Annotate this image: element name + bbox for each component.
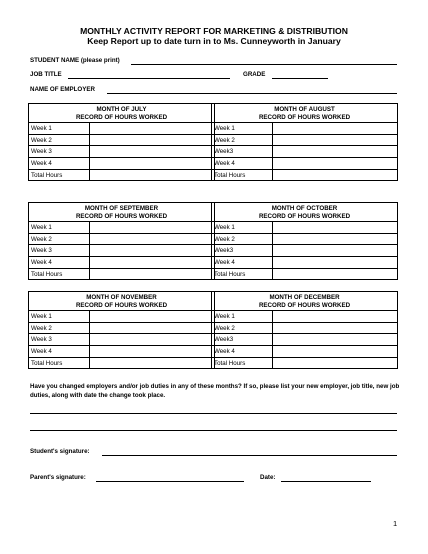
hours-cell[interactable]: [273, 233, 398, 245]
row-label: Week 2: [212, 322, 273, 334]
hours-cell[interactable]: [90, 311, 215, 323]
hours-cell[interactable]: [273, 268, 398, 280]
employer-change-question: Have you changed employers and/or job duties in any of these months? If so, please list your new employer, job title, new job duties, along with date the change took place.: [30, 383, 400, 399]
table-header: MONTH OF SEPTEMBER RECORD OF HOURS WORKED: [29, 203, 215, 222]
parent-signature-label: Parent's signature:: [30, 474, 86, 481]
row-label: Total Hours: [212, 357, 273, 369]
answer-line-1[interactable]: [30, 413, 397, 414]
hours-cell[interactable]: [90, 233, 215, 245]
hours-cell[interactable]: [90, 222, 215, 234]
job-title-label: JOB TITLE: [30, 71, 62, 78]
hours-cell[interactable]: [90, 357, 215, 369]
row-label: Week3: [212, 146, 273, 158]
hours-cell[interactable]: [90, 268, 215, 280]
row-label: Week3: [212, 334, 273, 346]
hours-cell[interactable]: [90, 158, 215, 170]
row-label: Week 1: [29, 222, 90, 234]
page-number: 1: [393, 519, 398, 528]
grade-label: GRADE: [243, 71, 266, 78]
table-header: MONTH OF DECEMBER RECORD OF HOURS WORKED: [212, 292, 398, 311]
hours-cell[interactable]: [90, 334, 215, 346]
row-label: Week 1: [29, 123, 90, 135]
employer-label: NAME OF EMPLOYER: [30, 86, 95, 93]
hours-cell[interactable]: [273, 134, 398, 146]
row-label: Week 1: [212, 311, 273, 323]
hours-cell[interactable]: [273, 357, 398, 369]
hours-cell[interactable]: [273, 257, 398, 269]
hours-table-august: [211, 103, 398, 181]
hours-cell[interactable]: [90, 322, 215, 334]
row-label: Week 4: [29, 257, 90, 269]
hours-cell[interactable]: [273, 322, 398, 334]
row-label: Week 3: [29, 245, 90, 257]
grade-field[interactable]: [272, 78, 328, 79]
table-header: MONTH OF OCTOBER RECORD OF HOURS WORKED: [212, 203, 398, 222]
parent-signature-field[interactable]: [96, 481, 244, 482]
row-label: Week 2: [212, 134, 273, 146]
row-label: Total Hours: [29, 268, 90, 280]
hours-table-november: [28, 291, 215, 369]
row-label: Week 4: [29, 158, 90, 170]
hours-cell[interactable]: [273, 334, 398, 346]
hours-table-july: [28, 103, 215, 181]
row-label: Week 1: [212, 123, 273, 135]
student-signature-label: Student's signature:: [30, 448, 90, 455]
hours-cell[interactable]: [273, 311, 398, 323]
hours-cell[interactable]: [273, 146, 398, 158]
employer-field[interactable]: [107, 93, 397, 94]
row-label: Week 4: [212, 257, 273, 269]
hours-cell[interactable]: [90, 134, 215, 146]
table-header: MONTH OF AUGUST RECORD OF HOURS WORKED: [212, 104, 398, 123]
hours-cell[interactable]: [273, 346, 398, 358]
answer-line-2[interactable]: [30, 430, 397, 431]
hours-table-december: [211, 291, 398, 369]
hours-cell[interactable]: [90, 146, 215, 158]
hours-cell[interactable]: [273, 245, 398, 257]
hours-cell[interactable]: [90, 245, 215, 257]
table-header: MONTH OF JULY RECORD OF HOURS WORKED: [29, 104, 215, 123]
report-title: MONTHLY ACTIVITY REPORT FOR MARKETING & DISTRIBUTION: [80, 26, 348, 36]
row-label: Week 2: [29, 233, 90, 245]
hours-cell[interactable]: [90, 123, 215, 135]
row-label: Total Hours: [212, 169, 273, 181]
hours-cell[interactable]: [90, 257, 215, 269]
row-label: Week 1: [212, 222, 273, 234]
row-label: Total Hours: [29, 169, 90, 181]
hours-cell[interactable]: [273, 222, 398, 234]
hours-cell[interactable]: [273, 158, 398, 170]
row-label: Week3: [212, 245, 273, 257]
report-subtitle: Keep Report up to date turn in to Ms. Cunneyworth in January: [87, 36, 341, 46]
hours-table-september: [28, 202, 215, 280]
student-signature-field[interactable]: [102, 455, 397, 456]
row-label: Week 4: [212, 346, 273, 358]
row-label: Week 3: [29, 146, 90, 158]
student-name-field[interactable]: [131, 64, 397, 65]
job-title-field[interactable]: [68, 78, 230, 79]
hours-table-october: [211, 202, 398, 280]
hours-cell[interactable]: [90, 169, 215, 181]
date-field[interactable]: [281, 481, 371, 482]
row-label: Week 4: [212, 158, 273, 170]
hours-cell[interactable]: [273, 169, 398, 181]
row-label: Week 4: [29, 346, 90, 358]
hours-cell[interactable]: [273, 123, 398, 135]
hours-cell[interactable]: [90, 346, 215, 358]
row-label: Total Hours: [212, 268, 273, 280]
row-label: Total Hours: [29, 357, 90, 369]
row-label: Week 2: [29, 322, 90, 334]
date-label: Date:: [260, 474, 276, 481]
row-label: Week 2: [212, 233, 273, 245]
student-name-label: STUDENT NAME (please print): [30, 57, 120, 64]
row-label: Week 1: [29, 311, 90, 323]
table-header: MONTH OF NOVEMBER RECORD OF HOURS WORKED: [29, 292, 215, 311]
row-label: Week 3: [29, 334, 90, 346]
row-label: Week 2: [29, 134, 90, 146]
